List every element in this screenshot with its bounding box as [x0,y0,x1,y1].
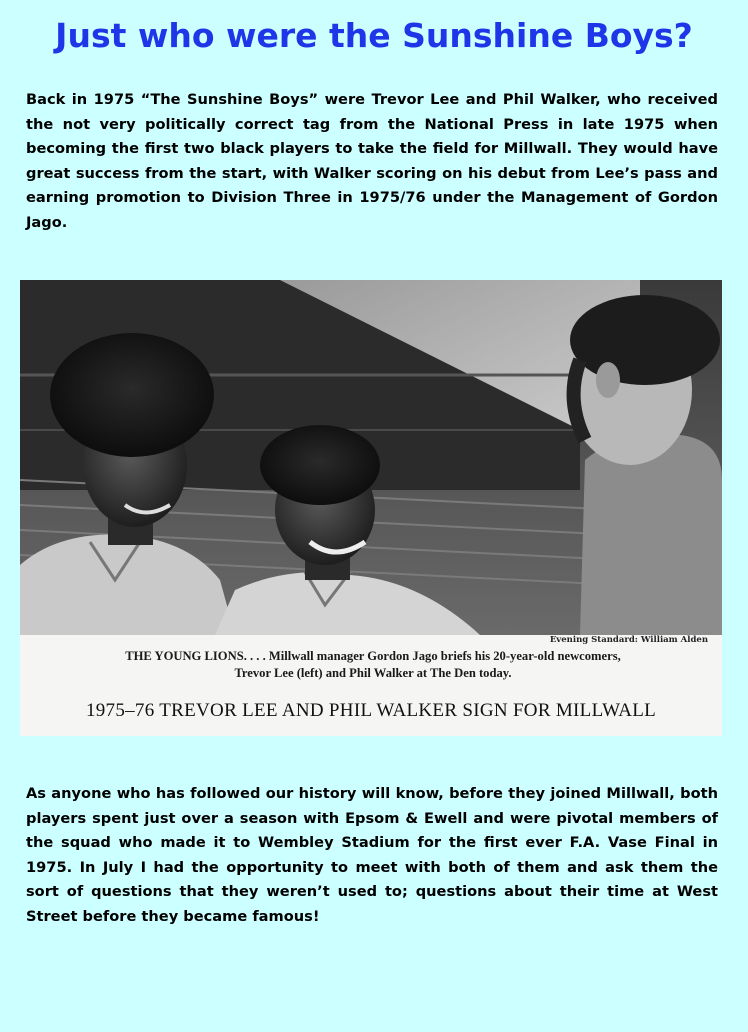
caption-line-2: Trevor Lee (left) and Phil Walker at The Den today. [234,666,512,680]
caption-line-1: THE YOUNG LIONS. . . . Millwall manager Gordon Jago briefs his 20-year-old newcomers, [125,649,621,663]
body-paragraph: As anyone who has followed our history will know, before they joined Millwall, both players spent just over a season with Epsom & Ewell and were pivotal members of the squad who made it to Wembley Stadium for the first ever F.A. Vase Final in 1975. In July I had the opportunity to meet with both of them and ask them the sort of questions that they weren’t used to; questions about their time at West Street before they became famous! [26,785,718,925]
intro-paragraph: Back in 1975 “The Sunshine Boys” were Trevor Lee and Phil Walker, who received the not very politically correct tag from the National Press in late 1975 when becoming the first two black players to take the field for Millwall. They would have great success from the start, with Walker scoring on his debut from Lee’s pass and earning promotion to Division Three in 1975/76 under the Management of Gordon Jago. [26,91,718,231]
newspaper-clipping [20,280,722,736]
clipping-headline: 1975–76 TREVOR LEE AND PHIL WALKER SIGN FOR MILLWALL [85,700,657,721]
photo-credit: Evening Standard: William Alden [549,635,708,645]
newspaper-photo [20,280,722,635]
page-title: Just who were the Sunshine Boys? [55,16,693,55]
